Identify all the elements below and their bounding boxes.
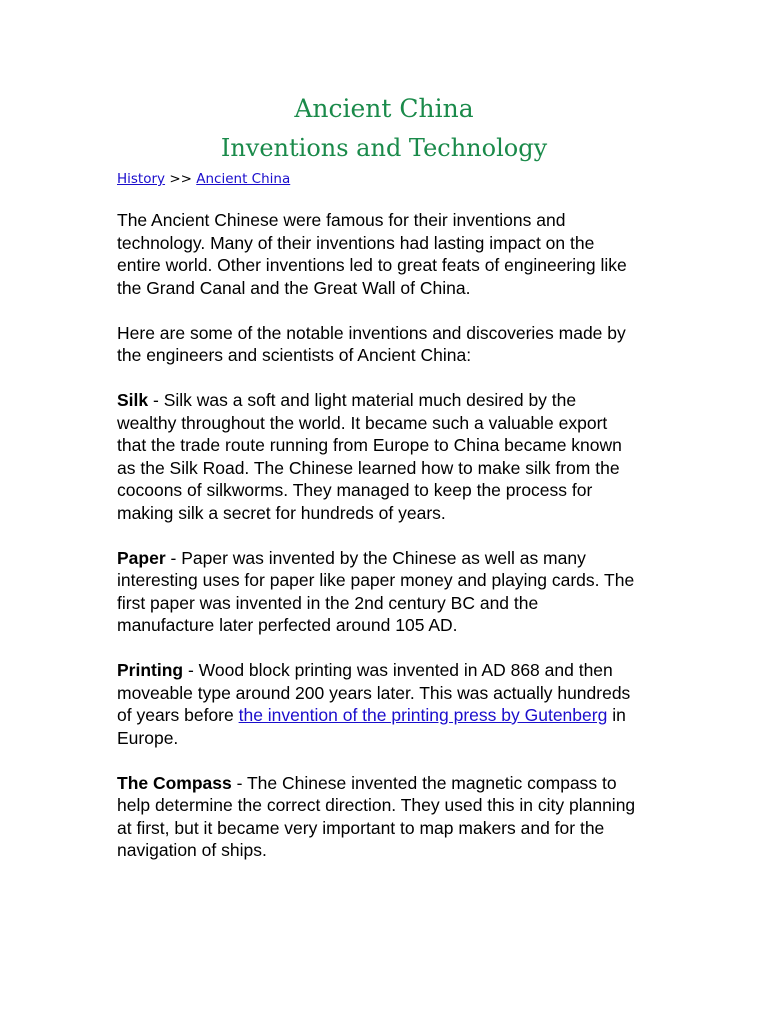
section-compass-term: The Compass	[117, 772, 232, 793]
section-paper	[117, 547, 637, 637]
section-silk-text: - Silk was a soft and light material much desired by the wealthy throughout the world. It became such a valuable export that the trade route running from Europe to China became known as the Silk Road. The Chinese learned how to make silk from the cocoons of silkworms. They managed to keep the process for making silk a secret for hundreds of years.	[117, 390, 622, 523]
gutenberg-press-link[interactable]: the invention of the printing press by Gutenberg	[238, 705, 608, 725]
breadcrumb-ancient-china-link[interactable]: Ancient China	[196, 171, 291, 187]
intro-paragraph: The Ancient Chinese were famous for their inventions and technology. Many of their inventions had lasting impact on the entire world. Other inventions led to great feats of engineering like the Grand Canal and the Great Wall of China.	[117, 210, 627, 298]
section-compass-text: - The Chinese invented the magnetic compass to help determine the correct direction. They used this in city planning at first, but it became very important to map makers and for the navigation of ships.	[117, 772, 636, 860]
section-paper-text: - Paper was invented by the Chinese as well as many interesting uses for paper like paper money and playing cards. The first paper was invented in the 2nd century BC and the manufacture later perfected around 105 AD.	[117, 547, 635, 635]
section-printing-text-before: - Wood block printing was invented in AD 868 and then moveable type around 200 years later. This was actually hundreds of years before	[117, 660, 631, 725]
article-body	[117, 209, 637, 884]
section-compass	[117, 772, 637, 862]
breadcrumb	[117, 170, 290, 188]
intro-list-paragraph: Here are some of the notable inventions and discoveries made by the engineers and scientists of Ancient China:	[117, 322, 626, 365]
page-subtitle: Inventions and Technology	[220, 134, 548, 162]
breadcrumb-separator: >>	[165, 171, 197, 187]
section-silk-term: Silk	[117, 390, 149, 410]
section-paper-term: Paper	[117, 547, 166, 568]
section-printing-text-after: in Europe.	[117, 705, 626, 748]
page-title: Ancient China	[294, 94, 474, 123]
section-silk	[117, 389, 637, 524]
breadcrumb-history-link[interactable]: History	[117, 171, 166, 187]
section-printing	[117, 659, 637, 749]
section-printing-term: Printing	[117, 660, 184, 680]
